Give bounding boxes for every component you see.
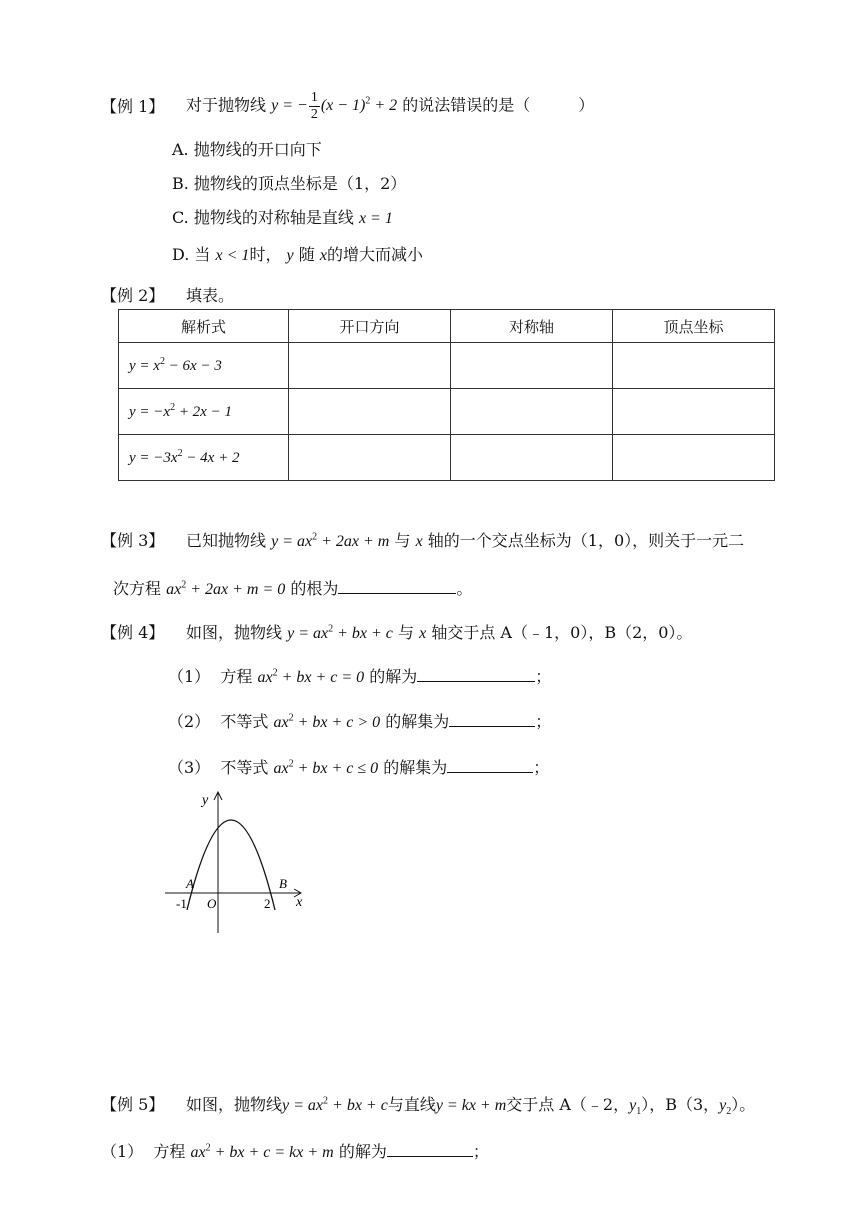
header-opening: 开口方向 [289, 310, 451, 343]
example-5-b: 与直线 [387, 1095, 436, 1114]
answer-blank[interactable] [338, 579, 456, 594]
table-cell-opening[interactable] [289, 435, 451, 481]
q3-b: 的解集为 [383, 758, 448, 777]
example-5-y1: $y_1$ [629, 1097, 642, 1118]
example-4-a: 如图，抛物线 [186, 623, 283, 642]
parabola-curve [187, 820, 275, 910]
tick-label-neg1: -1 [176, 896, 187, 911]
example-2-tag: 【例 2】 [101, 286, 165, 305]
option-b: B. 抛物线的顶点坐标是（1，2） [172, 174, 407, 193]
q1-semi: ； [535, 667, 552, 686]
option-d-prefix: D. 当 [172, 245, 211, 264]
example-5-e: ）。 [731, 1095, 756, 1114]
table-cell-vertex[interactable] [613, 389, 775, 435]
q2-semi: ； [535, 712, 552, 731]
example-4-q1 [168, 664, 551, 687]
example-5-c: 交于点 A（﹣2， [506, 1095, 630, 1114]
option-d [172, 242, 423, 265]
example-3-equation: $ax^2 + 2ax + m = 0$ [166, 579, 286, 598]
example-1-formula: y = − $\frac{1}{2}$ $(x - 1)^2 + 2$ [271, 90, 398, 123]
example-4-text [186, 620, 692, 643]
header-axis: 对称轴 [451, 310, 613, 343]
q5-1-equation: $ax^2$ + bx + c = kx + m [190, 1142, 334, 1161]
q3-number: （3） [168, 758, 211, 777]
example-3-l1-b: 与 [394, 531, 411, 550]
example-3-l2-b: 的根为 [290, 579, 339, 598]
example-1-prefix: 对于抛物线 [186, 95, 267, 115]
table-cell-vertex[interactable] [613, 435, 775, 481]
table-cell-vertex[interactable] [613, 343, 775, 389]
option-d-mid: 时， [249, 245, 282, 264]
example-4-q2 [168, 709, 551, 732]
table-cell-axis[interactable] [451, 435, 613, 481]
example-1-suffix: 的说法错误的是（ [402, 95, 531, 115]
table-row [119, 343, 775, 389]
fill-table [118, 309, 775, 481]
origin-label: O [207, 896, 217, 911]
table-row [119, 389, 775, 435]
q5-1-a: 方程 [153, 1142, 186, 1161]
table-header-row [119, 310, 775, 343]
option-a: A. 抛物线的开口向下 [172, 140, 322, 159]
tick-label-2: 2 [264, 896, 271, 911]
example-2-text: 填表。 [186, 286, 235, 305]
q1-number: （1） [168, 667, 211, 686]
point-b-label: B [279, 876, 287, 891]
q5-1-semi: ； [472, 1142, 489, 1161]
option-c-text: C. 抛物线的对称轴是直线 [172, 208, 354, 227]
example-4-c: 轴交于点 A（﹣1，0），B（2，0）。 [431, 623, 693, 642]
q2-inequality: $ax^2$ + bx + c > 0 [273, 712, 381, 731]
q2-number: （2） [168, 712, 211, 731]
answer-blank[interactable] [417, 667, 535, 682]
table-cell-expression: $y = -3x^2 - 4x + 2$ [119, 435, 289, 481]
x-axis-label: x [296, 895, 303, 910]
example-3-tag: 【例 3】 [101, 531, 165, 550]
header-expression: 解析式 [119, 310, 289, 343]
example-3-line-2 [113, 576, 472, 599]
parabola-figure [160, 788, 310, 938]
example-4-x: x [419, 625, 427, 642]
q1-b: 的解为 [369, 667, 418, 686]
q3-inequality: $ax^2$ + bx + c ≤ 0 [273, 758, 379, 777]
option-d-y: y [286, 247, 294, 264]
q3-a: 不等式 [220, 758, 269, 777]
q5-1-number: （1） [101, 1142, 144, 1161]
table-cell-expression: $y = x^2 - 6x - 3$ [119, 343, 289, 389]
answer-blank[interactable] [387, 1142, 473, 1157]
example-1-question [186, 84, 594, 124]
option-d-condition: x < 1 [215, 247, 250, 264]
example-5-line: y = kx + m [435, 1097, 507, 1114]
option-c-formula: x = 1 [358, 210, 393, 227]
example-5-q1 [101, 1139, 489, 1162]
q2-b: 的解集为 [385, 712, 450, 731]
example-3-l1-c: 轴的一个交点坐标为（1，0），则关于一元二 [427, 531, 745, 550]
example-3-l2-a: 次方程 [113, 579, 162, 598]
example-1-tag: 【例 1】 [101, 97, 165, 116]
example-4-tag: 【例 4】 [101, 623, 165, 642]
example-3-formula: $y = ax^2 + 2ax + m$ [271, 531, 390, 550]
example-3-line-1 [186, 528, 744, 551]
example-4-q3 [168, 755, 549, 778]
q1-a: 方程 [220, 667, 253, 686]
point-a-label: A [186, 876, 194, 891]
answer-blank[interactable] [447, 758, 533, 773]
example-3-l1-a: 已知抛物线 [186, 531, 267, 550]
header-vertex: 顶点坐标 [613, 310, 775, 343]
option-d-suffix: 随 [298, 245, 315, 264]
q5-1-b: 的解为 [338, 1142, 387, 1161]
q3-semi: ； [533, 758, 550, 777]
example-5-parabola: $y = ax^2$ + bx + c [282, 1095, 388, 1114]
option-c [172, 205, 393, 228]
example-5-text [186, 1092, 755, 1117]
example-3-x: x [415, 533, 423, 550]
y-axis-label: y [202, 793, 209, 808]
example-4-b: 与 [398, 623, 415, 642]
example-5-a: 如图，抛物线 [186, 1095, 283, 1114]
example-4-formula: $y = ax^2$ + bx + c [287, 623, 393, 642]
q1-equation: $ax^2$ + bx + c = 0 [257, 667, 365, 686]
example-5-tag: 【例 5】 [101, 1095, 165, 1114]
table-cell-opening[interactable] [289, 343, 451, 389]
table-cell-expression: $y = -x^2 + 2x - 1$ [119, 389, 289, 435]
table-cell-opening[interactable] [289, 389, 451, 435]
example-5-d: ），B（3， [641, 1095, 720, 1114]
example-5-y2: $y_2$ [719, 1097, 732, 1118]
option-d-tail: 的增大而减小 [326, 245, 423, 264]
q2-a: 不等式 [220, 712, 269, 731]
table-cell-axis[interactable] [451, 343, 613, 389]
table-cell-axis[interactable] [451, 389, 613, 435]
example-1-paren-close: ） [578, 95, 595, 115]
answer-blank[interactable] [449, 712, 535, 727]
table-row [119, 435, 775, 481]
option-d-x: x [319, 247, 327, 264]
example-3-end: 。 [456, 579, 473, 598]
